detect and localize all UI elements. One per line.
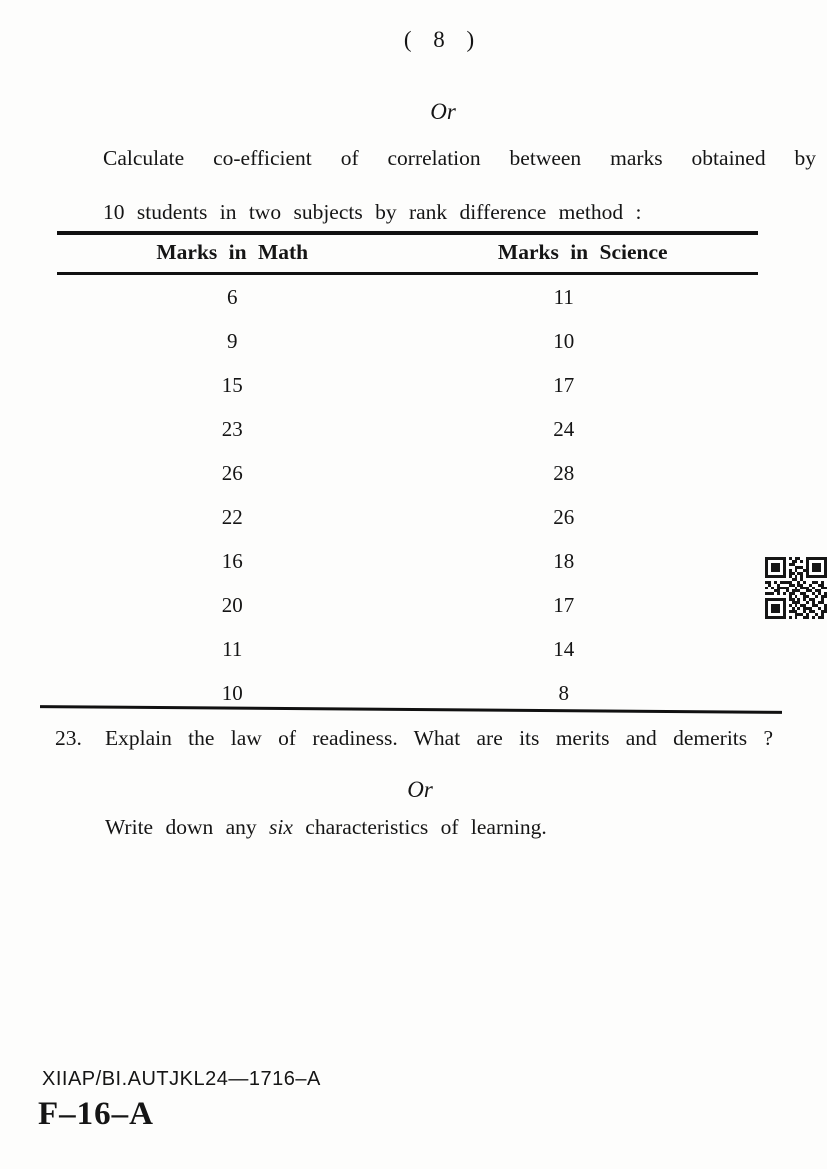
table-row	[57, 363, 758, 407]
table-header-row	[57, 233, 758, 274]
marks-table	[57, 231, 758, 715]
alt-question-prefix: Write down any	[105, 815, 270, 839]
table-row	[57, 407, 758, 451]
science-mark-cell: 26	[553, 504, 575, 529]
math-mark-cell: 23	[221, 416, 243, 441]
table-row	[57, 319, 758, 363]
science-mark-cell: 11	[553, 284, 574, 309]
math-mark-cell: 6	[227, 284, 238, 309]
science-mark-cell: 10	[553, 328, 575, 353]
intro-paragraph	[103, 146, 816, 242]
qr-code	[765, 557, 827, 619]
science-mark-cell: 28	[553, 460, 575, 485]
table-row	[57, 495, 758, 539]
booklet-set-code: F–16–A	[38, 1096, 154, 1132]
table-row	[57, 274, 758, 320]
or-divider-question: Or	[407, 777, 433, 802]
question-text: Explain the law of readiness. What are its merits and demerits ?	[105, 726, 773, 750]
table-row	[57, 627, 758, 671]
math-mark-cell: 11	[222, 636, 243, 661]
page-number: ( 8 )	[403, 27, 483, 52]
table-header-math: Marks in Math	[57, 233, 408, 274]
table-row	[57, 451, 758, 495]
science-mark-cell: 17	[553, 372, 575, 397]
science-mark-cell: 24	[553, 416, 575, 441]
science-mark-cell: 14	[553, 636, 575, 661]
math-mark-cell: 26	[221, 460, 243, 485]
alt-question	[105, 815, 547, 840]
marks-table-body	[57, 274, 758, 716]
alt-question-suffix: characteristics of learning.	[292, 815, 547, 839]
math-mark-cell: 22	[221, 504, 243, 529]
alt-question-italic-word: six	[269, 815, 293, 839]
table-row	[57, 583, 758, 627]
footer-paper-code: XIIAP/BI.AUTJKL24—1716–A	[42, 1068, 321, 1090]
math-mark-cell: 20	[221, 592, 243, 617]
science-mark-cell: 8	[558, 680, 569, 705]
science-mark-cell: 18	[553, 548, 575, 573]
intro-line-2: 10 students in two subjects by rank difference method :	[103, 200, 642, 224]
math-mark-cell: 15	[221, 372, 243, 397]
intro-line-1: Calculate co-efficient of correlation between marks obtained by	[103, 146, 816, 170]
table-row	[57, 539, 758, 583]
science-mark-cell: 17	[553, 592, 575, 617]
math-mark-cell: 10	[221, 680, 243, 705]
math-mark-cell: 9	[227, 328, 238, 353]
or-divider-top: Or	[430, 99, 456, 124]
table-header-science: Marks in Science	[408, 233, 759, 274]
question-number: 23.	[55, 726, 82, 750]
math-mark-cell: 16	[221, 548, 243, 573]
